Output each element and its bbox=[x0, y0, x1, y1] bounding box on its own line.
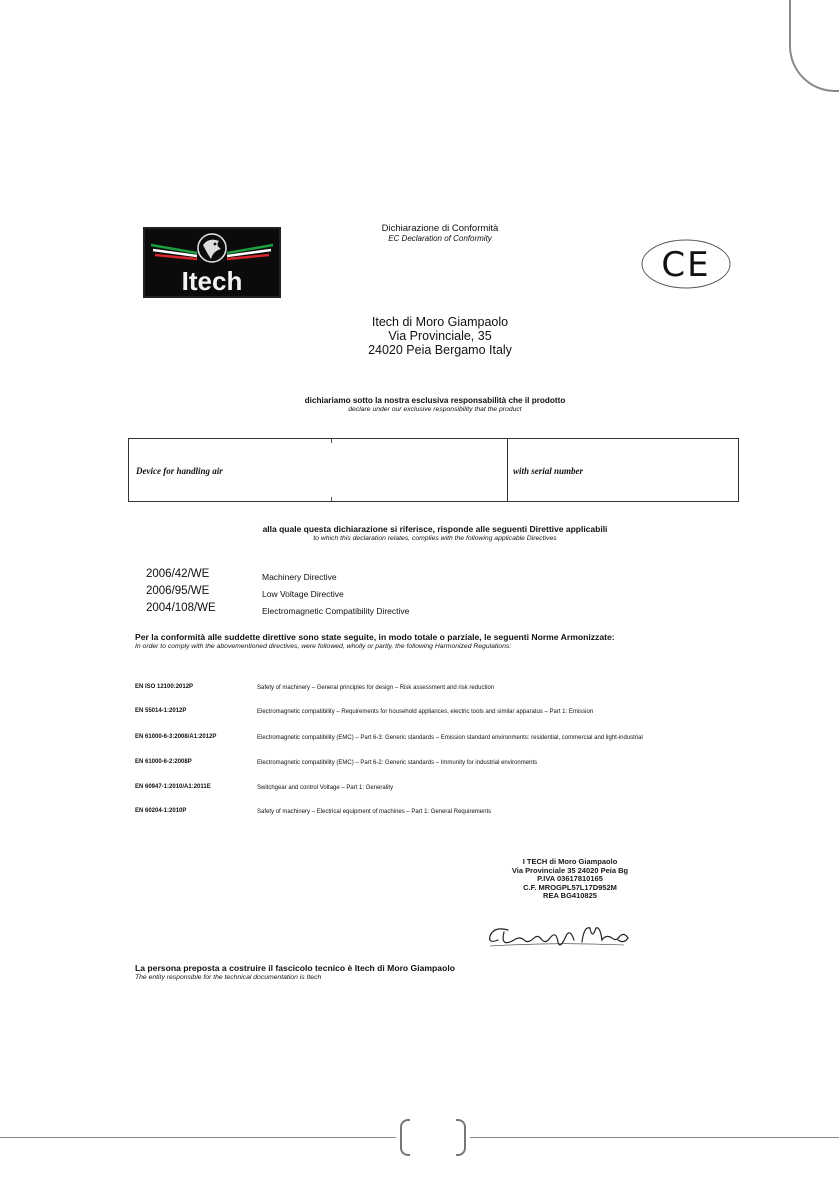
company-city: 24020 Peia Bergamo Italy bbox=[368, 343, 512, 357]
directive-name: Low Voltage Directive bbox=[262, 589, 344, 599]
norm-code: EN 60947-1:2010/A1:2011E bbox=[135, 784, 211, 790]
declaration-it: dichiariamo sotto la nostra esclusiva responsabilità che il prodotto bbox=[304, 396, 566, 405]
norm-desc: Switchgear and control Voltage – Part 1: Generality bbox=[257, 785, 394, 791]
directive-code: 2006/95/WE bbox=[146, 585, 210, 597]
stamp-line: P.IVA 03617810165 bbox=[537, 874, 603, 884]
responsible-it: La persona preposta a costruire il fascicolo tecnico è Itech di Moro Giampaolo bbox=[135, 963, 455, 973]
directive-code: 2006/42/WE bbox=[146, 568, 210, 580]
norm-desc: Electromagnetic compatibility – Requirements for household appliances, electric tools and similar apparatus – Part 1: Emission bbox=[257, 709, 594, 715]
norm-desc: Electromagnetic compatibility (EMC) – Part 6-3: Generic standards – Emission standard environments: residential, commercial and light-industrial bbox=[257, 735, 643, 741]
footer-rule-left bbox=[0, 1137, 396, 1138]
company-logo bbox=[143, 227, 281, 298]
stamp-line: REA BG410825 bbox=[543, 891, 597, 901]
norm-code: EN 60204-1:2010P bbox=[135, 808, 187, 814]
ce-mark-text: CE bbox=[661, 245, 711, 285]
norm-code: EN 61000-6-3:2008/A1:2012P bbox=[135, 734, 217, 740]
directive-code: 2004/108/WE bbox=[146, 602, 216, 614]
directive-name: Electromagnetic Compatibility Directive bbox=[262, 606, 410, 616]
company-stamp bbox=[470, 858, 670, 901]
logo-wordmark: Itech bbox=[181, 266, 243, 296]
responsible-en: The entity responsible for the technical documentation is Itech bbox=[135, 974, 322, 981]
product-serial-label: with serial number bbox=[513, 466, 584, 476]
norm-desc: Electromagnetic compatibility (EMC) – Part 6-2: Generic standards – Immunity for industrial environments bbox=[257, 760, 538, 766]
declaration-en: declare under our exclusive responsibility that the product bbox=[348, 406, 522, 413]
table-divider bbox=[507, 439, 508, 501]
norms-intro-it: Per la conformità alle suddette direttive sono state seguite, in modo totale o parziale, le seguenti Norme Armonizzate: bbox=[135, 632, 615, 642]
page-number-bracket-right bbox=[456, 1119, 466, 1156]
eagle-icon bbox=[151, 234, 273, 262]
norm-desc: Safety of machinery – Electrical equipment of machines – Part 1: General Requirements bbox=[257, 809, 492, 815]
page-corner-tab bbox=[789, 0, 839, 92]
stamp-line: Via Provinciale 35 24020 Peia Bg bbox=[511, 865, 629, 875]
company-name: Itech di Moro Giampaolo bbox=[371, 315, 509, 329]
directives-intro-it: alla quale questa dichiarazione si riferisce, risponde alle seguenti Direttive applicabili bbox=[262, 524, 608, 534]
norm-code: EN ISO 12100:2012P bbox=[135, 684, 194, 690]
directives-intro-en: to which this declaration relates, complies with the following applicable Directives bbox=[313, 535, 557, 542]
page-number-bracket-left bbox=[400, 1119, 410, 1156]
directive-name: Machinery Directive bbox=[262, 572, 337, 582]
footer-rule-right bbox=[470, 1137, 839, 1138]
product-device: Device for handling air bbox=[136, 466, 223, 476]
table-tick-bottom bbox=[331, 497, 332, 501]
norm-desc: Safety of machinery – General principles for design – Risk assessment and risk reduction bbox=[257, 685, 495, 691]
doc-title-en: EC Declaration of Conformity bbox=[388, 234, 492, 243]
doc-title-it: Dichiarazione di Conformità bbox=[381, 223, 499, 234]
norm-code: EN 61000-6-2:2008P bbox=[135, 759, 192, 765]
handwritten-signature bbox=[484, 918, 634, 952]
norm-code: EN 55014-1:2012P bbox=[135, 708, 187, 714]
company-address bbox=[290, 315, 590, 357]
norms-intro-en: In order to comply with the abovementioned directives, were followed, wholly or partly, the following Harmonized Regulations: bbox=[135, 643, 512, 650]
company-street: Via Provinciale, 35 bbox=[388, 329, 492, 343]
product-table bbox=[128, 438, 739, 502]
stamp-line: C.F. MROGPL57L17D952M bbox=[523, 882, 617, 892]
stamp-line: I TECH di Moro Giampaolo bbox=[522, 857, 618, 866]
ce-mark bbox=[640, 238, 732, 290]
table-tick-top bbox=[331, 439, 332, 443]
